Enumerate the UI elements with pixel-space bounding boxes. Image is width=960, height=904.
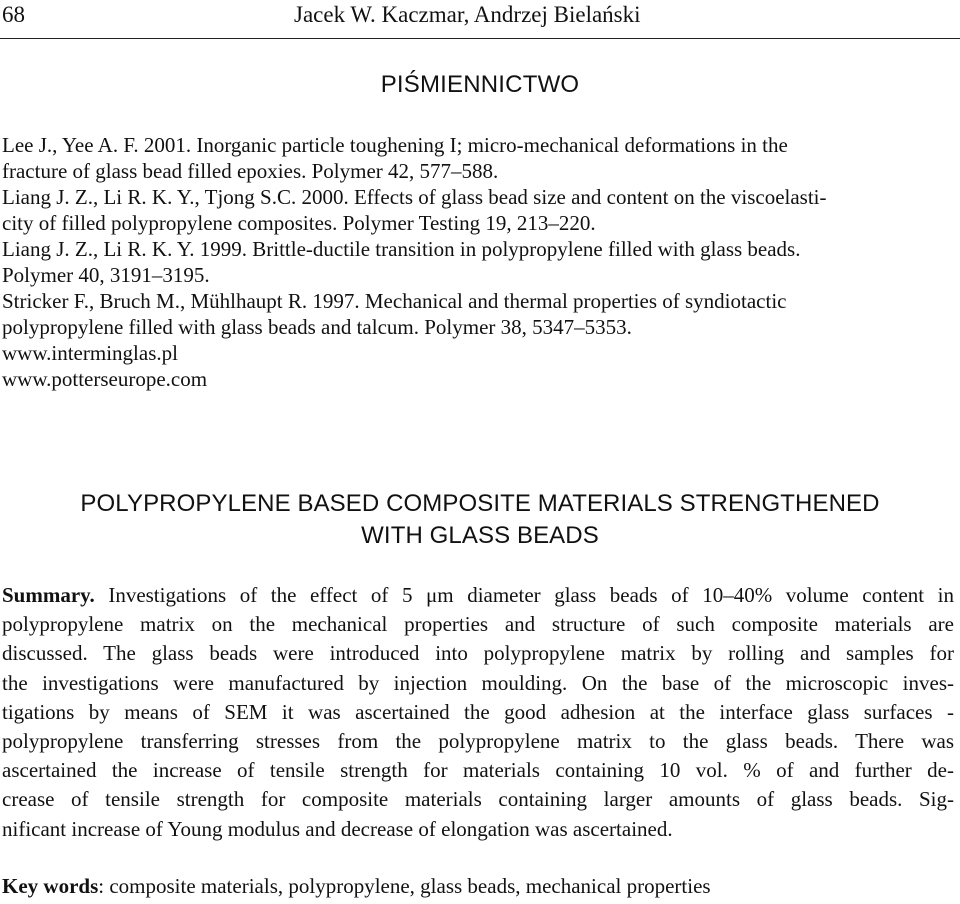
reference-url-interminglas[interactable]: [2, 340, 952, 366]
summary-paragraph: [2, 581, 954, 844]
summary-line: discussed. The glass beads were introduced into polypropylene matrix by rolling and samples for: [2, 641, 954, 666]
english-article-title: [0, 488, 960, 552]
page-header: [0, 0, 960, 39]
english-title-line: POLYPROPYLENE BASED COMPOSITE MATERIALS STRENGTHENED: [80, 490, 880, 517]
reference-line: Liang J. Z., Li R. K. Y., Tjong S.C. 2000. Effects of glass bead size and content on the viscoelasti-: [2, 185, 827, 209]
reference-line: fracture of glass bead filled epoxies. Polymer 42, 577–588.: [2, 159, 499, 183]
page-number: 68: [2, 2, 25, 27]
reference-line: polypropylene filled with glass beads and talcum. Polymer 38, 5347–5353.: [2, 315, 632, 339]
reference-url-potterseurope[interactable]: [2, 366, 952, 392]
summary-line: ascertained the increase of tensile strength for materials containing 10 vol. % of and further de-: [2, 758, 954, 783]
reference-line: city of filled polypropylene composites. Polymer Testing 19, 213–220.: [2, 211, 596, 235]
reference-item-liang-li: [2, 236, 952, 288]
reference-item-lee-yee: [2, 132, 952, 184]
references-heading: PIŚMIENNICTWO: [380, 71, 580, 98]
reference-url-text[interactable]: www.potterseurope.com: [2, 367, 208, 391]
summary-line: crease of tensile strength for composite materials containing larger amounts of glass beads. Sig-: [2, 787, 954, 812]
keywords-line: [2, 872, 952, 900]
reference-line: Lee J., Yee A. F. 2001. Inorganic particle toughening I; micro-mechanical deformations in the: [2, 133, 788, 157]
reference-item-stricker-bruch-muhlhaupt: [2, 288, 952, 340]
reference-line: Polymer 40, 3191–3195.: [2, 263, 210, 287]
keywords-text: : composite materials, polypropylene, glass beads, mechanical properties: [98, 874, 711, 898]
reference-item-liang-li-tjong: [2, 184, 952, 236]
summary-line: the investigations were manufactured by injection moulding. On the base of the microscopic inves-: [2, 670, 954, 695]
english-title-line: WITH GLASS BEADS: [361, 522, 599, 549]
summary-line: tigations by means of SEM it was ascertained the good adhesion at the interface glass surfaces -: [2, 699, 954, 724]
running-head-authors: Jacek W. Kaczmar, Andrzej Bielański: [294, 2, 641, 27]
reference-url-text[interactable]: www.interminglas.pl: [2, 341, 178, 365]
summary-line: [2, 581, 954, 610]
keywords-label: Key words: [2, 874, 99, 898]
summary-line: polypropylene matrix on the mechanical properties and structure of such composite materials are: [2, 612, 954, 637]
summary-text: Investigations of the effect of 5 μm diameter glass beads of 10–40% volume content in: [94, 583, 954, 607]
reference-list: [2, 132, 952, 392]
summary-line: nificant increase of Young modulus and decrease of elongation was ascertained.: [2, 816, 673, 841]
reference-line: Liang J. Z., Li R. K. Y. 1999. Brittle-ductile transition in polypropylene filled with glass beads.: [2, 237, 801, 261]
summary-label: Summary.: [2, 583, 95, 607]
reference-line: Stricker F., Bruch M., Mühlhaupt R. 1997. Mechanical and thermal properties of syndiotactic: [2, 289, 787, 313]
summary-line: polypropylene transferring stresses from the polypropylene matrix to the glass beads. There was: [2, 729, 954, 754]
